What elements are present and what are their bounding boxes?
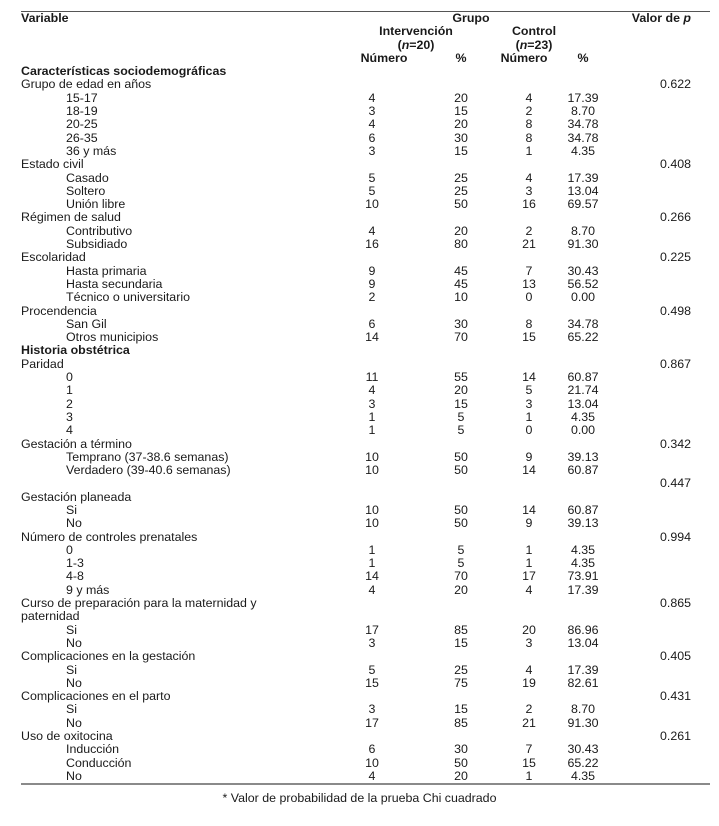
cell-valor-p: 0.261 [659,729,691,744]
row-label: Conducción [66,755,132,770]
cell-pct-intervencion: 25 [454,170,468,185]
cell-numero-control: 4 [525,90,533,105]
cell-numero-intervencion: 9 [368,263,376,278]
cell-valor-p: 0.498 [659,303,691,318]
cell-valor-p: 0.994 [659,529,691,544]
category-row [21,118,710,131]
header-numero-control: Número [500,50,548,65]
cell-pct-control: 13.04 [567,183,599,198]
cell-pct-intervencion: 30 [454,316,468,331]
n-value: =20) [409,37,435,52]
header-valor-p-italic: p [683,11,691,25]
cell-numero-intervencion: 2 [368,290,376,305]
category-row [21,291,710,304]
cell-numero-control: 21 [522,237,536,252]
row-label: No [66,516,82,531]
data-table [21,11,710,785]
header-row-4 [21,52,710,65]
category-row [21,544,710,557]
category-row [21,318,710,331]
cell-pct-control: 69.57 [567,197,599,212]
cell-pct-intervencion: 15 [454,104,468,119]
cell-pct-control: 56.52 [567,276,599,291]
cell-pct-control: 8.70 [570,223,596,238]
cell-pct-control: 21.74 [567,383,599,398]
cell-pct-intervencion: 50 [454,463,468,478]
header-valor-p-text: Valor de [631,11,684,25]
cell-pct-control: 65.22 [567,755,599,770]
category-row [21,424,710,437]
cell-pct-intervencion: 70 [454,330,468,345]
cell-pct-control: 13.04 [567,396,599,411]
header-control-n [484,39,584,52]
variable-row [21,211,710,224]
category-row [21,238,710,251]
section-row [21,65,710,78]
cell-pct-control: 4.35 [570,768,596,783]
row-label: Casado [66,170,109,185]
cell-numero-intervencion: 1 [368,423,376,438]
variable-row [21,358,710,371]
cell-numero-control: 1 [525,409,533,424]
category-row [21,132,710,145]
cell-valor-p: 0.405 [659,649,691,664]
cell-numero-control: 2 [525,702,533,717]
category-row [21,624,710,637]
cell-pct-control: 4.35 [570,409,596,424]
cell-pct-control: 60.87 [567,502,599,517]
cell-numero-intervencion: 14 [365,330,379,345]
category-row [21,411,710,424]
cell-valor-p: 0.447 [659,476,691,491]
cell-valor-p: 0.865 [659,596,691,611]
cell-numero-intervencion: 9 [368,276,376,291]
cell-numero-control: 1 [525,143,533,158]
category-row [21,198,710,211]
row-label: 1 [66,383,73,398]
row-label: Si [66,622,78,637]
header-pct-control: % [577,50,589,65]
cell-numero-control: 3 [525,396,533,411]
variable-row [21,438,710,451]
cell-pct-control: 17.39 [567,582,599,597]
cell-numero-intervencion: 3 [368,702,376,717]
cell-pct-control: 82.61 [567,675,599,690]
cell-numero-intervencion: 4 [368,383,376,398]
row-label: Soltero [66,183,106,198]
footnote: * Valor de probabilidad de la prueba Chi cuadrado [222,791,497,805]
row-label: Escolaridad [21,250,86,265]
header-grupo: Grupo [452,11,490,25]
cell-numero-intervencion: 17 [365,715,379,730]
cell-pct-control: 30.43 [567,742,599,757]
n-italic: n [401,37,410,52]
category-row [21,504,710,517]
cell-pct-intervencion: 50 [454,755,468,770]
cell-pct-control: 34.78 [567,316,599,331]
header-intervencion: Intervención [379,24,453,39]
cell-numero-intervencion: 6 [368,316,376,331]
variable-row [21,610,710,623]
cell-pct-control: 0.00 [570,290,596,305]
cell-numero-control: 8 [525,117,533,132]
row-label: 20-25 [66,117,98,132]
table-bottom-rule [21,783,710,785]
cell-valor-p: 0.225 [659,250,691,265]
row-label: Uso de oxitocina [21,729,113,744]
row-label: Si [66,502,78,517]
cell-pct-control: 4.35 [570,542,596,557]
row-label: 36 y más [66,143,117,158]
cell-numero-control: 3 [525,635,533,650]
cell-numero-control: 2 [525,223,533,238]
cell-pct-control: 73.91 [567,569,599,584]
cell-pct-intervencion: 50 [454,516,468,531]
cell-pct-intervencion: 30 [454,130,468,145]
row-label: 9 y más [66,582,110,597]
row-label: Número de controles prenatales [21,529,198,544]
table-body [21,65,710,783]
cell-numero-control: 15 [522,330,536,345]
category-row [21,757,710,770]
category-row [21,464,710,477]
header-variable: Variable [21,11,69,25]
row-label: 3 [66,409,73,424]
cell-pct-control: 86.96 [567,622,599,637]
category-row [21,331,710,344]
cell-valor-p: 0.431 [659,689,691,704]
category-row [21,398,710,411]
cell-pct-intervencion: 50 [454,502,468,517]
cell-pct-control: 4.35 [570,556,596,571]
row-label: Si [66,702,78,717]
row-label: 15-17 [66,90,98,105]
row-label: Procendencia [21,303,97,318]
row-label: Complicaciones en el parto [21,689,171,704]
cell-pct-intervencion: 20 [454,768,468,783]
row-label: 26-35 [66,130,98,145]
n-value: =23) [527,37,553,52]
row-label: Hasta primaria [66,263,147,278]
cell-valor-p: 0.622 [659,77,691,92]
cell-pct-control: 60.87 [567,463,599,478]
cell-numero-control: 13 [522,276,536,291]
category-row [21,451,710,464]
row-label: Curso de preparación para la maternidad y [21,596,257,611]
row-label: 0 [66,542,73,557]
row-label: Temprano (37-38.6 semanas) [66,449,229,464]
category-row [21,770,710,783]
category-row [21,703,710,716]
cell-numero-control: 4 [525,170,533,185]
row-label: Gestación a término [21,436,132,451]
cell-numero-control: 1 [525,542,533,557]
cell-numero-intervencion: 16 [365,237,379,252]
category-row [21,92,710,105]
cell-numero-control: 14 [522,370,536,385]
cell-pct-intervencion: 5 [457,542,465,557]
category-row [21,225,710,238]
category-row [21,517,710,530]
header-valor-p [611,12,691,25]
cell-pct-control: 65.22 [567,330,599,345]
row-label: Inducción [66,742,120,757]
cell-pct-intervencion: 25 [454,662,468,677]
category-row [21,664,710,677]
cell-numero-control: 16 [522,197,536,212]
header-control: Control [511,24,557,39]
cell-numero-intervencion: 3 [368,396,376,411]
cell-pct-control: 91.30 [567,715,599,730]
row-label: Características sociodemográficas [21,64,227,79]
category-row [21,145,710,158]
row-label: Paridad [21,356,64,371]
header-pct-intervencion: % [455,50,467,65]
row-label: Verdadero (39-40.6 semanas) [66,463,231,478]
row-label: Gestación planeada [21,489,132,504]
cell-numero-control: 7 [525,263,533,278]
row-label: Grupo de edad en años [21,77,152,92]
row-label: Historia obstétrica [21,343,130,358]
category-row [21,384,710,397]
cell-numero-control: 8 [525,316,533,331]
row-label: Técnico o universitario [66,290,190,305]
cell-numero-intervencion: 1 [368,409,376,424]
category-row [21,371,710,384]
header-row-3 [21,39,710,52]
cell-numero-control: 9 [525,449,533,464]
cell-pct-intervencion: 20 [454,223,468,238]
cell-pct-intervencion: 10 [454,290,468,305]
cell-numero-control: 4 [525,662,533,677]
cell-pct-control: 17.39 [567,662,599,677]
cell-numero-intervencion: 5 [368,183,376,198]
cell-pct-intervencion: 85 [454,715,468,730]
cell-numero-intervencion: 4 [368,90,376,105]
category-row [21,265,710,278]
cell-numero-control: 20 [522,622,536,637]
category-row [21,637,710,650]
header-row-2 [21,25,710,38]
cell-numero-intervencion: 3 [368,104,376,119]
cell-pct-control: 39.13 [567,516,599,531]
row-label: Subsidiado [66,237,128,252]
category-row [21,743,710,756]
cell-pct-intervencion: 5 [457,423,465,438]
cell-pct-intervencion: 50 [454,449,468,464]
cell-pct-control: 8.70 [570,104,596,119]
cell-pct-control: 34.78 [567,117,599,132]
row-label: No [66,675,82,690]
row-label: No [66,635,82,650]
category-row [21,717,710,730]
cell-numero-intervencion: 5 [368,170,376,185]
row-label: Hasta secundaria [66,276,163,291]
cell-pct-intervencion: 55 [454,370,468,385]
category-row [21,278,710,291]
category-row [21,677,710,690]
cell-pct-intervencion: 20 [454,582,468,597]
variable-row [21,650,710,663]
row-label: No [66,768,82,783]
section-row [21,344,710,357]
cell-pct-control: 0.00 [570,423,596,438]
cell-numero-control: 19 [522,675,536,690]
row-label: No [66,715,82,730]
cell-numero-intervencion: 10 [365,449,379,464]
cell-numero-intervencion: 4 [368,223,376,238]
cell-pct-intervencion: 15 [454,396,468,411]
cell-pct-intervencion: 80 [454,237,468,252]
category-row [21,105,710,118]
row-label: 4-8 [66,569,84,584]
row-label: 18-19 [66,104,98,119]
variable-row [21,730,710,743]
cell-pct-control: 8.70 [570,702,596,717]
cell-numero-control: 5 [525,383,533,398]
cell-pct-intervencion: 30 [454,742,468,757]
row-label: Estado civil [21,157,84,172]
cell-numero-control: 8 [525,130,533,145]
cell-valor-p: 0.266 [659,210,691,225]
cell-numero-intervencion: 10 [365,463,379,478]
variable-row [21,491,710,504]
row-label: 2 [66,396,73,411]
paren: ( [397,37,402,52]
category-row [21,570,710,583]
cell-pct-control: 17.39 [567,90,599,105]
cell-pct-control: 39.13 [567,449,599,464]
cell-numero-intervencion: 3 [368,143,376,158]
category-row [21,172,710,185]
variable-row [21,531,710,544]
cell-pct-intervencion: 85 [454,622,468,637]
cell-numero-control: 15 [522,755,536,770]
cell-numero-intervencion: 10 [365,502,379,517]
cell-numero-control: 0 [525,290,533,305]
cell-numero-intervencion: 3 [368,635,376,650]
cell-pct-intervencion: 70 [454,569,468,584]
cell-numero-control: 17 [522,569,536,584]
row-label: 4 [66,423,73,438]
variable-row [21,690,710,703]
cell-numero-intervencion: 4 [368,582,376,597]
cell-numero-control: 14 [522,463,536,478]
cell-pct-intervencion: 20 [454,383,468,398]
cell-numero-intervencion: 17 [365,622,379,637]
row-label: Unión libre [66,197,126,212]
row-label: Otros municipios [66,330,159,345]
cell-pct-control: 30.43 [567,263,599,278]
row-label: Complicaciones en la gestación [21,649,196,664]
cell-numero-intervencion: 1 [368,556,376,571]
cell-numero-intervencion: 5 [368,662,376,677]
header-row-1 [21,12,710,25]
row-label: 0 [66,370,73,385]
variable-row [21,305,710,318]
variable-row [21,477,710,490]
cell-pct-control: 34.78 [567,130,599,145]
row-label: Régimen de salud [21,210,121,225]
variable-row [21,78,710,91]
cell-numero-control: 14 [522,502,536,517]
cell-numero-control: 3 [525,183,533,198]
cell-numero-intervencion: 1 [368,542,376,557]
cell-numero-control: 9 [525,516,533,531]
row-label: Si [66,662,78,677]
cell-pct-control: 17.39 [567,170,599,185]
cell-numero-intervencion: 15 [365,675,379,690]
cell-numero-control: 2 [525,104,533,119]
cell-pct-intervencion: 75 [454,675,468,690]
cell-valor-p: 0.408 [659,157,691,172]
cell-numero-intervencion: 4 [368,768,376,783]
variable-row [21,251,710,264]
cell-pct-intervencion: 50 [454,197,468,212]
cell-numero-intervencion: 6 [368,742,376,757]
row-label: paternidad [21,609,80,624]
cell-pct-intervencion: 45 [454,276,468,291]
n-italic: n [519,37,528,52]
cell-numero-intervencion: 4 [368,117,376,132]
row-label: 1-3 [66,556,84,571]
variable-row [21,158,710,171]
category-row [21,584,710,597]
cell-numero-control: 7 [525,742,533,757]
cell-pct-intervencion: 15 [454,635,468,650]
cell-numero-intervencion: 10 [365,755,379,770]
cell-pct-intervencion: 20 [454,117,468,132]
cell-pct-control: 60.87 [567,370,599,385]
cell-pct-intervencion: 15 [454,143,468,158]
cell-pct-intervencion: 15 [454,702,468,717]
header-numero-intervencion: Número [360,50,408,65]
cell-numero-intervencion: 10 [365,197,379,212]
cell-pct-intervencion: 5 [457,409,465,424]
cell-pct-intervencion: 45 [454,263,468,278]
cell-numero-intervencion: 6 [368,130,376,145]
cell-numero-control: 4 [525,582,533,597]
cell-numero-control: 0 [525,423,533,438]
category-row [21,557,710,570]
cell-pct-intervencion: 5 [457,556,465,571]
paren: ( [515,37,520,52]
cell-pct-control: 4.35 [570,143,596,158]
header-intervencion-n [351,39,481,52]
category-row [21,185,710,198]
variable-row [21,597,710,610]
row-label: Contributivo [66,223,133,238]
cell-pct-intervencion: 20 [454,90,468,105]
cell-valor-p: 0.867 [659,356,691,371]
cell-pct-intervencion: 25 [454,183,468,198]
cell-numero-intervencion: 11 [365,370,379,385]
row-label: San Gil [66,316,107,331]
cell-pct-control: 13.04 [567,635,599,650]
cell-numero-control: 21 [522,715,536,730]
cell-numero-intervencion: 10 [365,516,379,531]
cell-valor-p: 0.342 [659,436,691,451]
cell-numero-control: 1 [525,556,533,571]
cell-numero-intervencion: 14 [365,569,379,584]
cell-numero-control: 1 [525,768,533,783]
cell-pct-control: 91.30 [567,237,599,252]
